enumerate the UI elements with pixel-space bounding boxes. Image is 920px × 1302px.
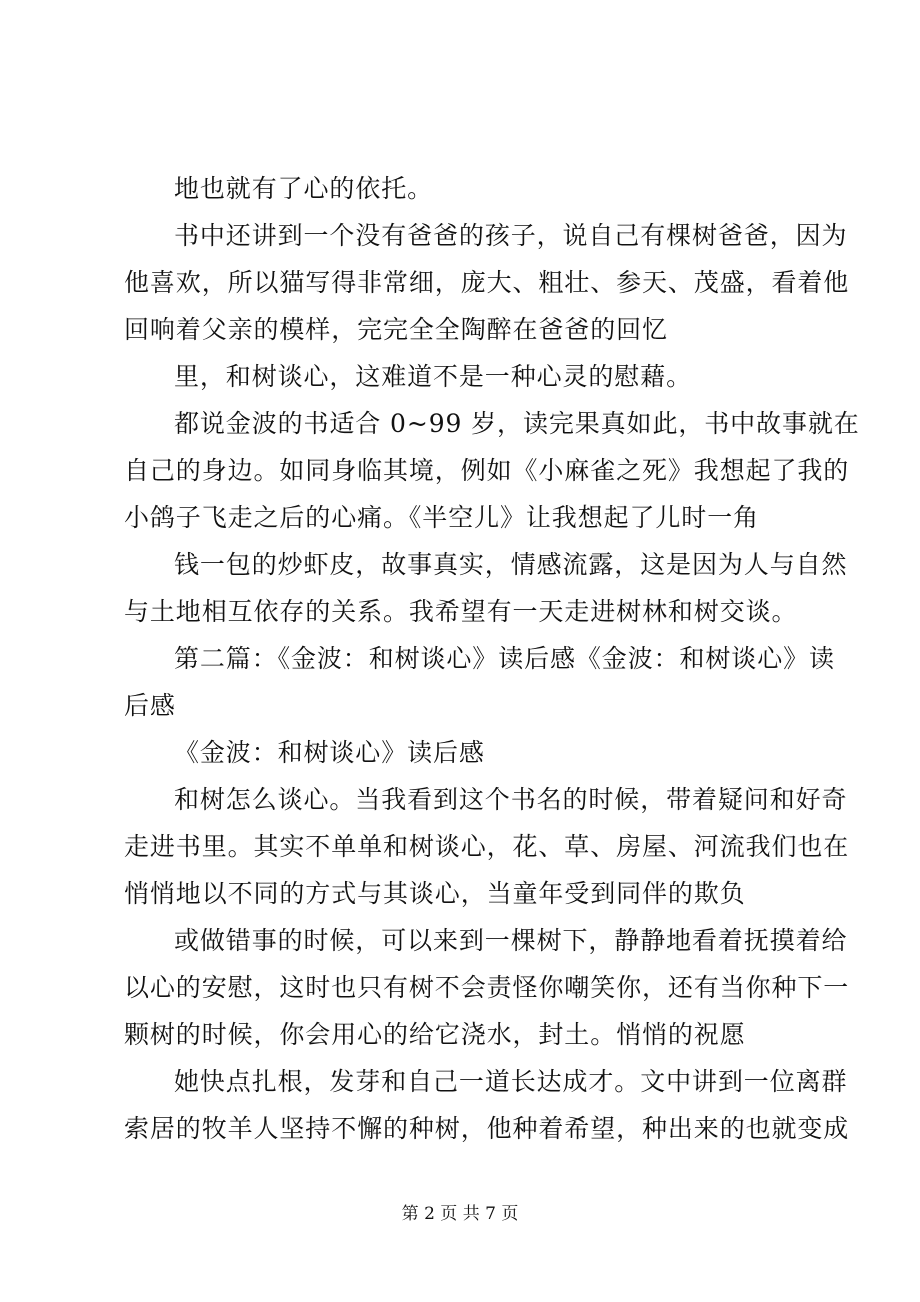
text-line: 或做错事的时候，可以来到一棵树下，静静地看着抚摸着给 bbox=[174, 926, 848, 955]
text-line: 书中还讲到一个没有爸爸的孩子，说自己有棵树爸爸，因为 bbox=[174, 221, 848, 250]
text-line: 自己的身边。如同身临其境，例如《小麻雀之死》我想起了我的 bbox=[124, 456, 850, 485]
text-line: 以心的安慰，这时也只有树不会责怪你嘲笑你，还有当你种下一 bbox=[124, 973, 850, 1002]
text-line: 第二篇：《金波：和树谈心》读后感《金波：和树谈心》读 bbox=[174, 644, 835, 673]
text-line: 回响着父亲的模样，完完全全陶醉在爸爸的回忆 bbox=[124, 315, 668, 344]
text-line: 悄悄地以不同的方式与其谈心，当童年受到同伴的欺负 bbox=[124, 879, 746, 908]
text-line: 里，和树谈心，这难道不是一种心灵的慰藉。 bbox=[174, 362, 693, 391]
text-line: 后感 bbox=[124, 691, 176, 720]
text-line: 他喜欢，所以猫写得非常细，庞大、粗壮、参天、茂盛，看着他 bbox=[124, 268, 850, 297]
page-footer: 第 2 页 共 7 页 bbox=[401, 1204, 519, 1224]
text-line: 她快点扎根，发芽和自己一道长达成才。文中讲到一位离群 bbox=[174, 1067, 848, 1096]
text-line: 地也就有了心的依托。 bbox=[174, 174, 434, 203]
text-line: 颗树的时候，你会用心的给它浇水，封土。悄悄的祝愿 bbox=[124, 1020, 746, 1049]
text-line: 都说金波的书适合 0~99 岁，读完果真如此，书中故事就在 bbox=[174, 409, 860, 438]
text-line: 索居的牧羊人坚持不懈的种树，他种着希望，种出来的也就变成 bbox=[124, 1114, 850, 1143]
text-line: 《金波：和树谈心》读后感 bbox=[174, 738, 485, 767]
text-line: 走进书里。其实不单单和树谈心，花、草、房屋、河流我们也在 bbox=[124, 832, 850, 861]
text-line: 与土地相互依存的关系。我希望有一天走进树林和树交谈。 bbox=[124, 597, 798, 626]
text-line: 小鸽子飞走之后的心痛。《半空儿》让我想起了儿时一角 bbox=[124, 503, 760, 532]
text-line: 钱一包的炒虾皮，故事真实，情感流露，这是因为人与自然 bbox=[174, 550, 848, 579]
text-line: 和树怎么谈心。当我看到这个书名的时候，带着疑问和好奇 bbox=[174, 785, 848, 814]
page-body bbox=[124, 165, 860, 1152]
